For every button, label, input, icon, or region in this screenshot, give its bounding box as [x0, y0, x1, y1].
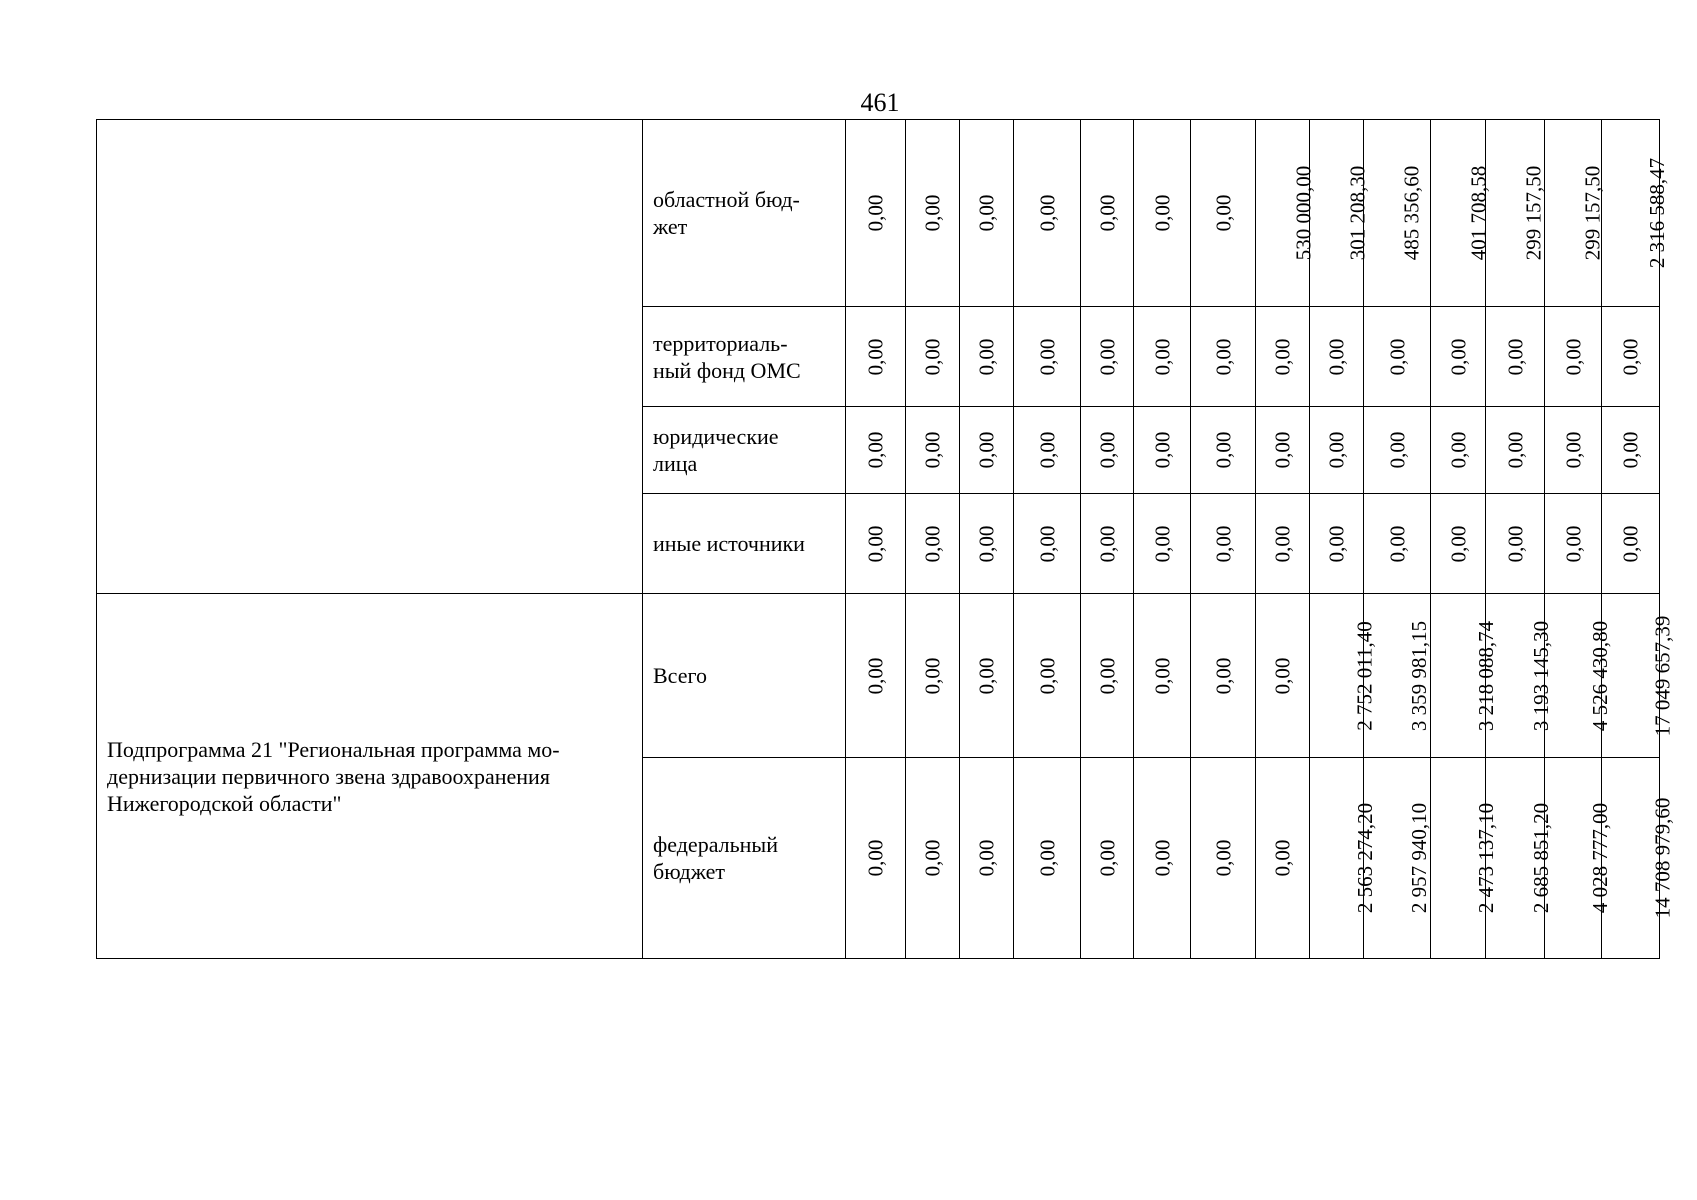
- value-cell: [1134, 758, 1191, 959]
- value-text: 0,00: [1503, 431, 1527, 469]
- value-cell: [1014, 594, 1081, 758]
- program-name-cell: [97, 120, 643, 594]
- value-text: 0,00: [1150, 839, 1174, 877]
- value-cell: [1602, 307, 1660, 407]
- value-text: 4 028 777,00: [1588, 802, 1613, 914]
- value-text: 0,00: [920, 194, 945, 232]
- value-text: 3 359 981,15: [1407, 620, 1432, 731]
- value-cell: [906, 307, 960, 407]
- funding-source-cell: территориаль- ный фонд ОМС: [643, 307, 846, 407]
- value-cell: [846, 307, 906, 407]
- value-cell: [846, 594, 906, 758]
- value-cell: [1256, 594, 1310, 758]
- value-cell: [1014, 407, 1081, 494]
- value-cell: [1310, 120, 1370, 307]
- value-cell: [1081, 407, 1134, 494]
- value-cell: [1081, 494, 1134, 594]
- value-cell: [1191, 407, 1256, 494]
- value-text: 0,00: [1561, 431, 1585, 469]
- value-cell: [1191, 307, 1256, 407]
- value-text: 0,00: [1446, 431, 1470, 469]
- value-cell: [1364, 120, 1431, 307]
- value-text: 0,00: [1035, 338, 1059, 375]
- value-cell: [960, 307, 1014, 407]
- value-cell: [1310, 307, 1364, 407]
- value-text: 0,00: [1503, 338, 1527, 375]
- value-cell: [1431, 594, 1499, 758]
- value-text: 0,00: [974, 657, 999, 694]
- value-text: 0,00: [863, 194, 888, 232]
- value-cell: [906, 407, 960, 494]
- value-text: 2 685 851,20: [1529, 802, 1554, 914]
- value-text: 0,00: [974, 525, 999, 562]
- value-cell: [1431, 407, 1486, 494]
- page-number: 461: [860, 88, 900, 117]
- value-cell: [1134, 307, 1191, 407]
- value-text: 14 708 979,60: [1650, 797, 1675, 919]
- value-cell: [1431, 120, 1491, 307]
- value-cell: [1602, 494, 1660, 594]
- value-text: 299 157,50: [1521, 165, 1546, 261]
- value-text: 0,00: [863, 839, 888, 877]
- table-row: [97, 594, 1660, 758]
- value-cell: [1364, 307, 1431, 407]
- value-cell: [1310, 494, 1364, 594]
- value-text: 0,00: [1095, 431, 1119, 469]
- value-text: 0,00: [1211, 194, 1235, 232]
- value-cell: [960, 494, 1014, 594]
- value-text: 0,00: [1446, 525, 1470, 562]
- value-text: 0,00: [1561, 525, 1585, 562]
- value-text: 0,00: [1150, 525, 1174, 562]
- table-row: [97, 120, 1660, 307]
- value-cell: [1486, 407, 1545, 494]
- value-cell: [846, 494, 906, 594]
- value-cell: [906, 594, 960, 758]
- value-text: 401 708,58: [1466, 165, 1491, 261]
- value-cell: [1014, 494, 1081, 594]
- value-text: 0,00: [1150, 194, 1174, 232]
- value-text: 530 000,00: [1291, 165, 1316, 261]
- value-text: 0,00: [920, 839, 945, 877]
- value-cell: [1014, 120, 1081, 307]
- value-text: 0,00: [1618, 338, 1643, 375]
- value-text: 0,00: [1211, 338, 1235, 375]
- value-text: 3 193 145,30: [1529, 620, 1554, 731]
- value-cell: [1081, 307, 1134, 407]
- value-text: 0,00: [1503, 525, 1527, 562]
- value-cell: [1364, 494, 1431, 594]
- value-cell: [1081, 758, 1134, 959]
- value-text: 0,00: [1035, 525, 1059, 562]
- value-text: 0,00: [1095, 657, 1119, 694]
- value-text: 2 473 137,10: [1474, 802, 1499, 914]
- value-text: 0,00: [1618, 431, 1643, 469]
- value-cell: [1486, 494, 1545, 594]
- value-text: 0,00: [1035, 657, 1059, 694]
- value-cell: [1081, 594, 1134, 758]
- value-cell: [1431, 494, 1486, 594]
- value-text: 0,00: [1211, 839, 1235, 877]
- value-cell: [1486, 120, 1545, 307]
- value-cell: [1486, 307, 1545, 407]
- value-text: 0,00: [920, 657, 945, 694]
- value-cell: [1310, 594, 1377, 758]
- value-text: 0,00: [1095, 839, 1119, 877]
- value-cell: [1310, 758, 1378, 959]
- value-cell: [1256, 307, 1310, 407]
- value-cell: [1256, 120, 1316, 307]
- value-text: 0,00: [863, 338, 888, 375]
- value-text: 0,00: [1211, 657, 1235, 694]
- value-cell: [906, 120, 960, 307]
- value-cell: [1191, 758, 1256, 959]
- value-cell: [846, 120, 906, 307]
- value-text: 0,00: [1270, 839, 1295, 877]
- budget-table: [96, 119, 1675, 959]
- value-cell: [1364, 407, 1431, 494]
- value-cell: [1134, 120, 1191, 307]
- value-text: 0,00: [863, 431, 888, 469]
- value-cell: [846, 758, 906, 959]
- value-text: 0,00: [1150, 657, 1174, 694]
- value-text: 0,00: [1270, 657, 1295, 694]
- value-cell: [1256, 407, 1310, 494]
- value-text: 3 218 088,74: [1474, 620, 1499, 731]
- value-cell: [1545, 307, 1602, 407]
- value-cell: [1014, 307, 1081, 407]
- value-cell: [960, 594, 1014, 758]
- value-text: 0,00: [1561, 338, 1585, 375]
- value-text: 0,00: [1324, 338, 1349, 375]
- value-text: 0,00: [974, 194, 999, 232]
- program-name-cell: Подпрограмма 21 "Региональная программа мо- дернизации первичного звена здравоохранения Нижегородской области": [97, 594, 643, 959]
- value-text: 0,00: [863, 657, 888, 694]
- value-cell: [1134, 407, 1191, 494]
- value-cell: [1134, 594, 1191, 758]
- value-cell: [1545, 407, 1602, 494]
- value-text: 0,00: [974, 839, 999, 877]
- value-text: 4 526 430,80: [1588, 620, 1613, 731]
- value-text: 2 957 940,10: [1407, 802, 1432, 914]
- value-cell: [1602, 407, 1660, 494]
- value-text: 2 563 274,20: [1353, 802, 1378, 914]
- value-text: 0,00: [1446, 338, 1470, 375]
- value-text: 0,00: [1095, 194, 1119, 232]
- value-text: 0,00: [920, 338, 945, 375]
- value-text: 0,00: [1385, 338, 1409, 375]
- value-cell: [960, 407, 1014, 494]
- value-text: 17 049 657,39: [1650, 615, 1675, 736]
- value-cell: [906, 758, 960, 959]
- funding-source-cell: иные источники: [643, 494, 846, 594]
- value-text: 0,00: [1211, 431, 1235, 469]
- value-text: 0,00: [1095, 525, 1119, 562]
- value-cell: [1431, 307, 1486, 407]
- value-text: 0,00: [1035, 839, 1059, 877]
- value-cell: [906, 494, 960, 594]
- value-text: 485 356,60: [1399, 165, 1424, 261]
- value-text: 299 157,50: [1580, 165, 1605, 261]
- value-text: 0,00: [1270, 525, 1295, 562]
- value-text: 0,00: [1324, 431, 1349, 469]
- value-text: 301 208,30: [1345, 165, 1370, 261]
- value-text: 0,00: [974, 338, 999, 375]
- value-text: 0,00: [1035, 431, 1059, 469]
- value-text: 0,00: [1324, 525, 1349, 562]
- value-text: 0,00: [863, 525, 888, 562]
- value-cell: [846, 407, 906, 494]
- value-cell: [1081, 120, 1134, 307]
- value-cell: [960, 120, 1014, 307]
- value-text: 0,00: [1385, 525, 1409, 562]
- value-cell: [1431, 758, 1499, 959]
- value-text: 0,00: [920, 525, 945, 562]
- value-cell: [1545, 120, 1605, 307]
- funding-source-cell: федеральный бюджет: [643, 758, 846, 959]
- funding-source-cell: юридические лица: [643, 407, 846, 494]
- value-cell: [1014, 758, 1081, 959]
- value-text: 2 316 588,47: [1645, 157, 1670, 269]
- value-cell: [1191, 120, 1256, 307]
- value-cell: [1256, 758, 1310, 959]
- value-text: 0,00: [1385, 431, 1409, 469]
- value-text: 0,00: [1150, 431, 1174, 469]
- value-text: 0,00: [974, 431, 999, 469]
- value-text: 0,00: [1035, 194, 1059, 232]
- value-cell: [1134, 494, 1191, 594]
- value-text: 0,00: [1270, 431, 1295, 469]
- value-text: 0,00: [1618, 525, 1643, 562]
- value-cell: [1191, 594, 1256, 758]
- value-text: 0,00: [1150, 338, 1174, 375]
- value-text: 0,00: [1211, 525, 1235, 562]
- value-text: 0,00: [920, 431, 945, 469]
- value-text: 2 752 011,40: [1352, 620, 1377, 731]
- value-cell: [1602, 120, 1670, 307]
- value-text: 0,00: [1095, 338, 1119, 375]
- value-cell: [1256, 494, 1310, 594]
- value-cell: [1191, 494, 1256, 594]
- value-cell: [1545, 494, 1602, 594]
- value-cell: [960, 758, 1014, 959]
- funding-source-cell: областной бюд- жет: [643, 120, 846, 307]
- value-text: 0,00: [1270, 338, 1295, 375]
- funding-source-cell: Всего: [643, 594, 846, 758]
- value-cell: [1310, 407, 1364, 494]
